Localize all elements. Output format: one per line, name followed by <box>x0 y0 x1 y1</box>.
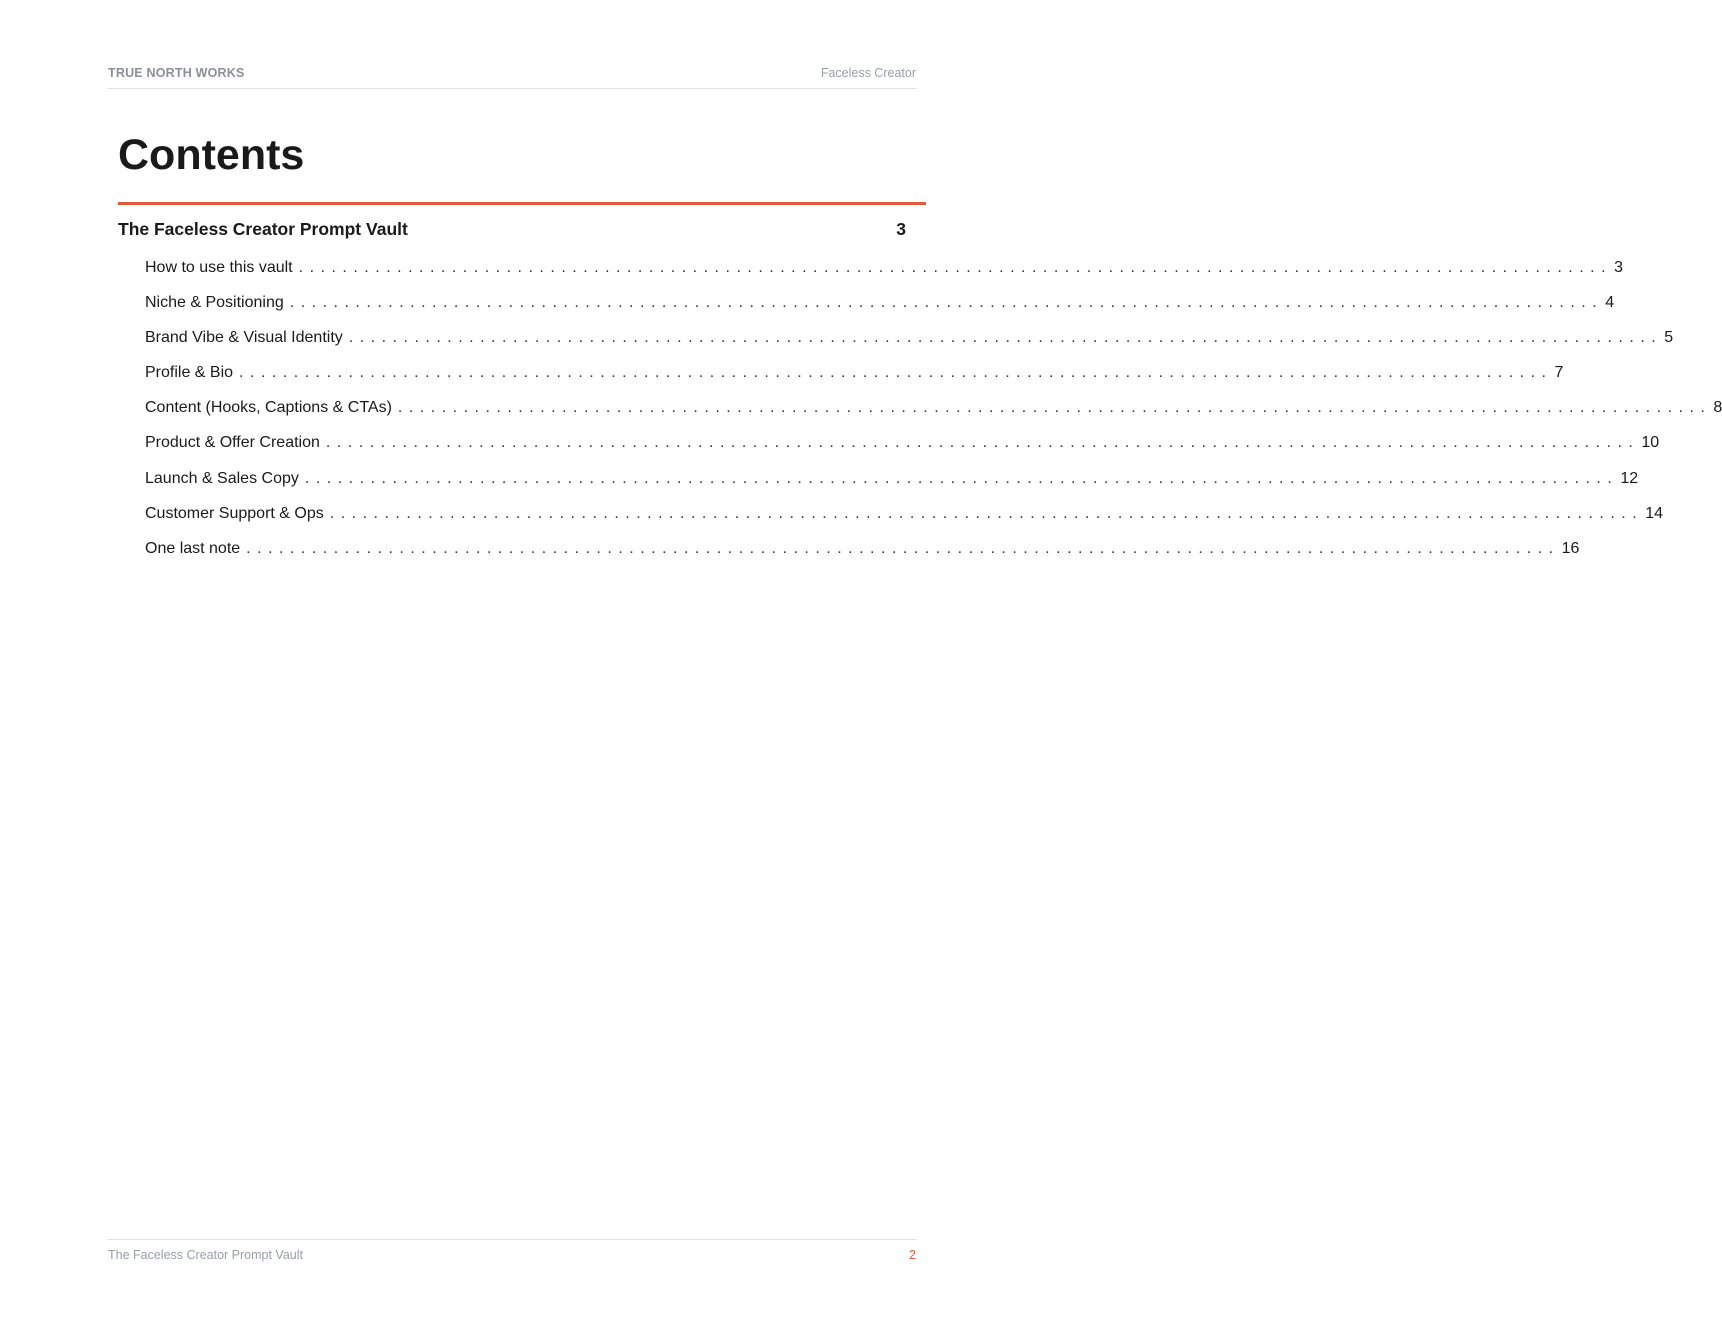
dot-leader: ........................................................................................................................ <box>348 329 1663 347</box>
toc-entry-title: Product & Offer Creation <box>145 434 320 452</box>
dot-leader: ........................................................................................................................ <box>239 364 1553 382</box>
toc-entry-page: 7 <box>1554 364 1564 382</box>
page-header <box>108 66 916 89</box>
toc-entry-title: How to use this vault <box>145 259 293 276</box>
footer-page-number: 2 <box>909 1248 916 1262</box>
page-title: Contents <box>118 131 305 179</box>
toc-entry-title: Niche & Positioning <box>145 294 284 312</box>
toc-entry[interactable] <box>145 259 1623 294</box>
toc-entry[interactable] <box>145 469 1639 505</box>
toc-entry-title: Customer Support & Ops <box>145 504 324 522</box>
dot-leader: ........................................................................................................................ <box>304 469 1619 487</box>
toc-entry-page: 10 <box>1641 434 1660 452</box>
toc-part-heading[interactable] <box>118 219 906 241</box>
toc-entry-page: 5 <box>1664 329 1674 347</box>
toc-entry[interactable] <box>145 539 1580 575</box>
toc-part-page: 3 <box>896 219 906 239</box>
dot-leader: ........................................................................................................................ <box>246 539 1560 557</box>
dot-leader: ........................................................................................................................ <box>289 294 1604 312</box>
dot-leader: ........................................................................................................................ <box>397 399 1712 417</box>
dot-leader: ........................................................................................................................ <box>329 504 1644 522</box>
toc-entry-page: 14 <box>1645 504 1663 522</box>
toc-entry[interactable] <box>145 399 1722 434</box>
dot-leader: ........................................................................................................................ <box>325 434 1640 452</box>
page-footer <box>108 1239 916 1264</box>
toc-list <box>145 259 1722 575</box>
toc-part-title: The Faceless Creator Prompt Vault <box>118 219 408 239</box>
toc-entry-page: 12 <box>1620 469 1639 487</box>
toc-entry[interactable] <box>145 294 1615 329</box>
toc-entry-page: 4 <box>1605 294 1615 312</box>
toc-entry-title: Profile & Bio <box>145 364 234 382</box>
dot-leader: ........................................................................................................................ <box>298 259 1613 276</box>
toc-entry-title: One last note <box>145 539 241 557</box>
toc-entry[interactable] <box>145 504 1663 540</box>
toc-entry[interactable] <box>145 364 1564 399</box>
toc-entry-title: Content (Hooks, Captions & CTAs) <box>145 399 392 417</box>
toc-entry-page: 8 <box>1713 399 1722 417</box>
toc-entry-page: 16 <box>1561 539 1580 557</box>
toc-entry-title: Launch & Sales Copy <box>145 469 299 487</box>
footer-document-title: The Faceless Creator Prompt Vault <box>108 1248 303 1262</box>
toc-entry-title: Brand Vibe & Visual Identity <box>145 329 343 347</box>
toc-entry[interactable] <box>145 329 1674 364</box>
brand-name: TRUE NORTH WORKS <box>108 66 245 80</box>
title-divider <box>118 202 926 205</box>
toc-entry-page: 3 <box>1614 259 1623 276</box>
document-tag: Faceless Creator <box>820 66 916 80</box>
toc-entry[interactable] <box>145 434 1660 469</box>
